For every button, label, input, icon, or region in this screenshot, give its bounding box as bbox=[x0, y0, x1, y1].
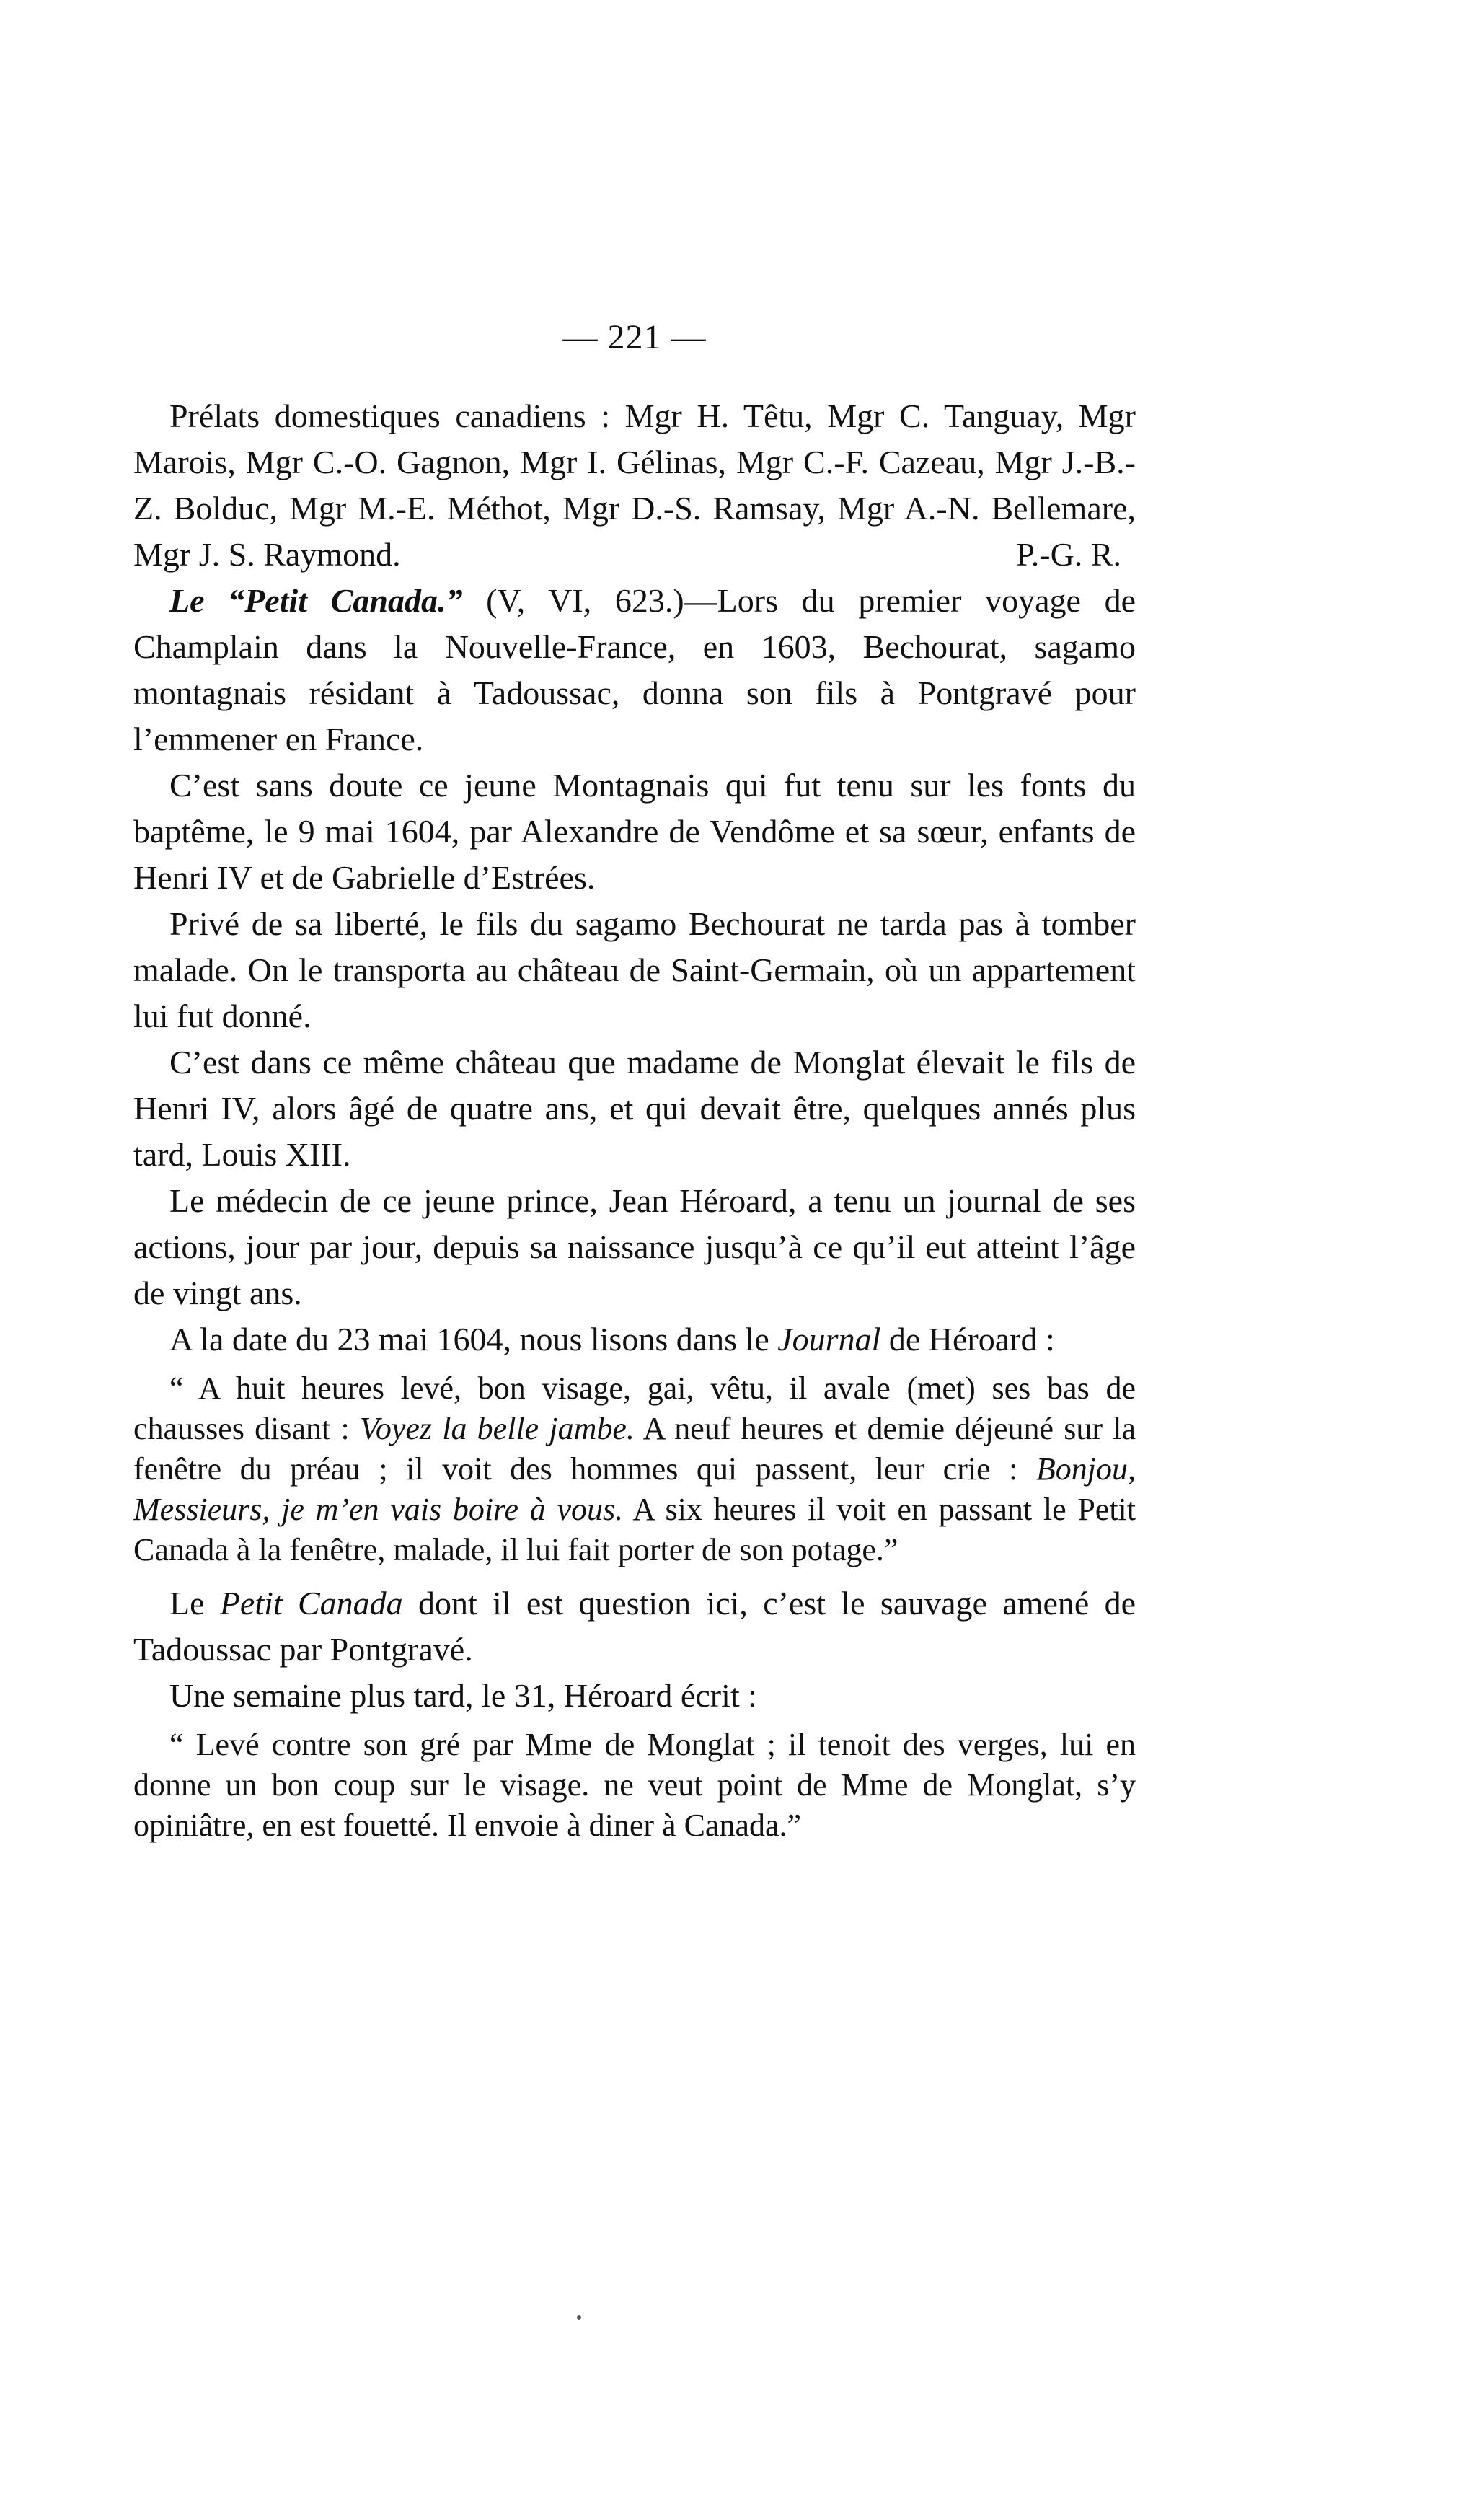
paragraph-prelats: Prélats domestiques canadiens : Mgr H. Têtu, Mgr C. Tanguay, Mgr Marois, Mgr C.-O. Gagnon, Mgr I. Gélinas, Mgr C.-F. Cazeau, Mgr J.-B.-Z. Bolduc, Mgr M.-E. Méthot, Mgr D.-S. Ramsay, Mgr A.-N. Bellemare, Mgr J. S. Raymond. bbox=[133, 397, 1136, 573]
paragraph-bapteme: C’est sans doute ce jeune Montagnais qui fut tenu sur les fonts du baptême, le 9 mai 1604, par Alexandre de Vendôme et sa sœur, enfants de Henri IV et de Gabrielle d’Estrées. bbox=[133, 767, 1136, 896]
paragraph-petit-canada bbox=[133, 578, 1136, 762]
page-content bbox=[133, 317, 1136, 1856]
paragraph-text: (V, VI, 623.)—Lors du premier voyage de Champlain dans la Nouvelle-France, en 1603, Bechourat, sagamo montagnais résidant à Tadoussac, donna son fils à Pontgravé pour l’emmener en France. bbox=[133, 582, 1136, 757]
petit-canada-italic: Petit Canada bbox=[219, 1585, 403, 1622]
paragraph-semaine: Une semaine plus tard, le 31, Héroard écrit : bbox=[169, 1677, 757, 1714]
paragraph-chateau: C’est dans ce même château que madame de Monglat élevait le fils de Henri IV, alors âgé de quatre ans, et qui devait être, quelques annés plus tard, Louis XIII. bbox=[133, 1044, 1136, 1173]
page-number: — 221 — bbox=[562, 318, 707, 356]
text-segment: de Héroard : bbox=[880, 1321, 1055, 1358]
print-speck bbox=[577, 2315, 581, 2320]
quote-segment: “ A huit heures levé, bon visage, gai, vêtu, il avale (met) ses bas de chausses disant : bbox=[133, 1370, 1136, 1446]
text-segment: Le bbox=[169, 1585, 220, 1622]
text-segment: A la date du 23 mai 1604, nous lisons dans le bbox=[169, 1321, 778, 1358]
quote-segment: A six heures il voit en passant le Petit Canada à la fenêtre, malade, il lui fait porter de son potage.” bbox=[133, 1492, 1136, 1567]
quote-segment: A neuf heures et demie déjeuné sur la fenêtre du préau ; il voit des hommes qui passent, leur crie : bbox=[133, 1411, 1136, 1487]
paragraph-malade: Privé de sa liberté, le fils du sagamo Bechourat ne tarda pas à tomber malade. On le transporta au château de Saint-Germain, où un appartement lui fut donné. bbox=[133, 905, 1136, 1034]
article-heading: Le “Petit Canada.” bbox=[169, 582, 463, 619]
quote-italic: Voyez la belle jambe. bbox=[359, 1411, 635, 1446]
quote-journal-2: “ Levé contre son gré par Mme de Monglat ; il tenoit des verges, lui en donne un bon coup sur le visage. ne veut point de Mme de Monglat, s’y opiniâtre, en est fouetté. Il envoie à diner à Canada.” bbox=[133, 1727, 1136, 1843]
text-segment: dont il est question ici, c’est le sauvage amené de Tadoussac par Pontgravé. bbox=[133, 1585, 1136, 1668]
quote-italic: Bonjou, Messieurs, je m’en vais boire à vous. bbox=[133, 1451, 1136, 1527]
paragraph-heroard: Le médecin de ce jeune prince, Jean Héroard, a tenu un journal de ses actions, jour par jour, depuis sa naissance jusqu’à ce qu’il eut atteint l’âge de vingt ans. bbox=[133, 1182, 1136, 1311]
paragraph-journal-date bbox=[133, 1316, 1136, 1363]
journal-title: Journal bbox=[777, 1321, 881, 1358]
paragraph-sauvage bbox=[133, 1580, 1136, 1673]
signature-initials: P.-G. R. bbox=[1016, 536, 1121, 573]
quote-journal-1 bbox=[133, 1368, 1136, 1570]
